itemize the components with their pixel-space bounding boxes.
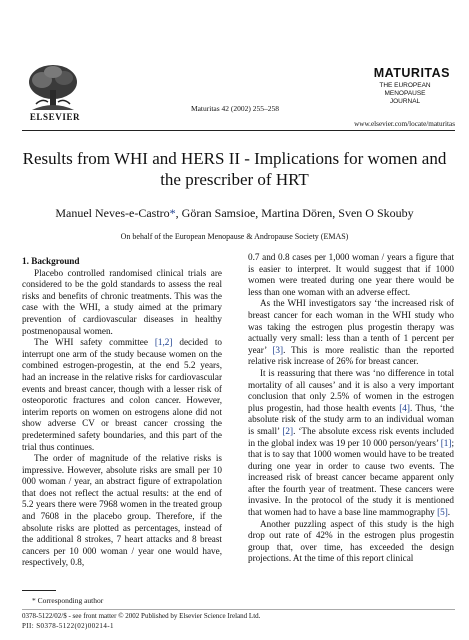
title-line: Results from WHI and HERS II - Implications for women and (22, 149, 447, 168)
text-run: . Thus, ‘the absolute risk of the study arm to an individual woman is small’ (248, 402, 454, 436)
copyright-line: 0378-5122/02/$ - see front matter © 2002 Published by Elsevier Science Ireland Ltd. (22, 612, 261, 620)
text-run: . ‘The absolute excess risk events included in the global index was 19 per 10 000 person/years’ (248, 425, 454, 448)
elsevier-tree-logo (22, 62, 84, 114)
journal-name: MATURITAS (373, 66, 450, 80)
author-list (22, 206, 447, 221)
journal-header (0, 0, 469, 128)
text-run: It is reassuring that there was ‘no difference in total mortality of all causes’ and it is also a very important conclusion that only 2.5% of women in the estrogen plus progestin, had those health events (248, 367, 454, 413)
journal-citation: Maturitas 42 (2002) 255–258 (190, 104, 280, 113)
journal-url-link[interactable]: www.elsevier.com/locate/maturitas (354, 120, 455, 128)
journal-subtitle-line: JOURNAL (389, 98, 421, 105)
paragraph (248, 298, 454, 368)
text-run: . This is more realistic than the reported relative risk increase of 26% for breast cancer. (248, 344, 455, 367)
citation-link[interactable]: [1] (440, 437, 452, 448)
journal-subtitle-line: THE EUROPEAN (379, 82, 431, 89)
corresponding-author: Manuel Neves-e-Castro (55, 206, 170, 220)
footer-divider (22, 609, 455, 610)
co-authors: , Göran Samsioe, Martina Dören, Sven O Skouby (175, 206, 414, 220)
paragraph: 0.7 and 0.8 cases per 1,000 woman / years a figure that is easier to interpret. It would suggest that if 1000 women were treated during one year there would be less than one woman with an adverse effect. (248, 252, 454, 297)
citation-link[interactable]: [4] (399, 402, 410, 413)
citation-link[interactable]: [5] (437, 507, 448, 518)
header-divider (22, 130, 455, 131)
paragraph: Another puzzling aspect of this study is the high drop out rate of 42% in the estrogen plus progestin group that, over time, has exceeded the design projections. At the time of this report clinical (248, 518, 454, 564)
text-run: As the WHI investigators say ‘the increased risk of breast cancer for each woman in the WHI study who was taking the estrogen plus progestin therapy was actually very small: less than a tenth of 1 percent per year’ (248, 298, 454, 355)
footnote-divider (22, 590, 56, 591)
citation-link[interactable]: [3] (272, 344, 284, 355)
text-run: ; that is to say that 1000 women would have to be treated during one year in order to cause two events. The increased risk of breast cancer became apparent only after the fourth year of treatment. These cancers were invasive. In the protocol of the study it is mentioned that women had to have a base line mammography (248, 437, 454, 518)
text-run: . (447, 507, 451, 518)
citation-link[interactable]: [1,2] (154, 337, 173, 348)
corresponding-author-marker[interactable]: * (169, 206, 176, 220)
paper-title (22, 148, 447, 190)
text-run: The WHI safety committee (34, 337, 155, 348)
journal-subtitle-line: MENOPAUSE (384, 90, 426, 97)
title-line: the prescriber of HRT (160, 170, 309, 189)
citation-link[interactable]: [2] (282, 425, 294, 436)
text-run: decided to interrupt one arm of the study because women on the combined estrogen-progestin, at the end 5.2 years, had an increase in the relative risks for cardiovascular events and breast cancer, though with a lesser risk of osteoporotic fractures and colon cancer. However, interim reports on women on estrogens alone did not show adverse CV or breast cancer crossing the predetermined safety boundaries, and this part of the trial thus continues. (22, 337, 223, 452)
affiliation: On behalf of the European Menopause & Andropause Society (EMAS) (120, 232, 349, 241)
publisher-name: ELSEVIER (29, 112, 81, 122)
pii-line: PII: S0378-5122(02)00214-1 (22, 622, 114, 630)
right-column (248, 252, 454, 565)
left-column (22, 256, 222, 569)
paragraph (248, 368, 454, 519)
footnote: * Corresponding author (32, 596, 104, 605)
paragraph: The order of magnitude of the relative risks is impressive. However, absolute risks are small per 10 000 woman / year, an abstract figure of extrapolation that does not reflect the actual results: at the end of 5.2 years there were 7968 women in the treated group and 7608 in the placebo group. Therefore, if the absolute risks are plotted as percentages, instead of the additional 8 strokes, 7 heart attacks and 8 breast cancers per 10 000 woman / year one would have, respectively, 0.8, (22, 453, 222, 568)
paragraph: Placebo controlled randomised clinical trials are considered to be the gold standards to assess the real risks and benefits of chronic treatments. This was the case with the WHI, a study aimed at the primary prevention of cardiovascular diseases in healthy postmenopausal women. (22, 267, 222, 336)
paragraph (22, 337, 222, 453)
journal-subtitle (360, 82, 450, 106)
section-heading: 1. Background (22, 256, 80, 266)
